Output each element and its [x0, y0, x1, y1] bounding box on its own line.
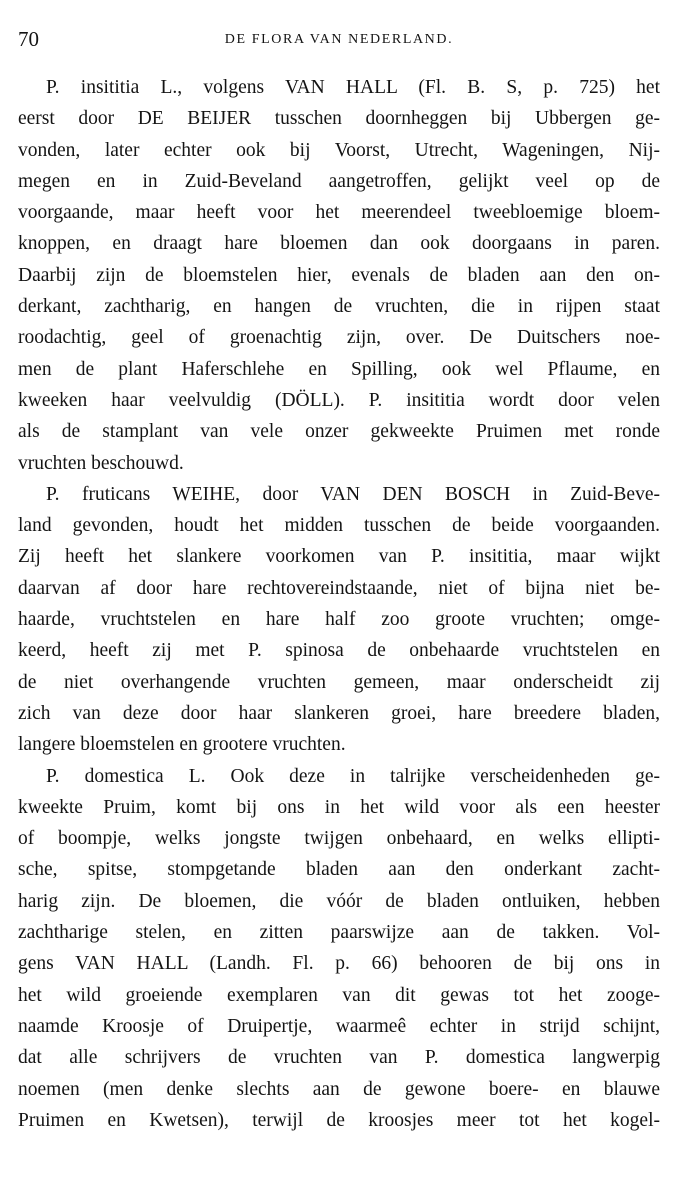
running-title: DE FLORA VAN NEDERLAND. [224, 32, 454, 47]
text-line: zachtharige stelen, en zitten paarswijze aan de takken. Vol- [18, 922, 660, 944]
text-line: Daarbij zijn de bloemstelen hier, evenals de bladen aan den on- [18, 264, 660, 286]
text-line: land gevonden, houdt het midden tusschen de beide voorgaanden. [18, 515, 660, 537]
text-line: P. fruticans WEIHE, door VAN DEN BOSCH in Zuid-Beve- [46, 483, 660, 505]
text-line: harig zijn. De bloemen, die vóór de bladen ontluiken, hebben [18, 890, 660, 912]
text-line: daarvan af door hare rechtovereindstaande, niet of bijna niet be- [18, 577, 660, 599]
text-line: dat alle schrijvers de vruchten van P. domestica langwerpig [18, 1047, 660, 1069]
text-line: P. domestica L. Ook deze in talrijke verscheidenheden ge- [46, 765, 660, 787]
text-line: gens VAN HALL (Landh. Fl. p. 66) behooren de bij ons in [18, 953, 660, 975]
text-line: naamde Kroosje of Druipertje, waarmeê echter in strijd schijnt, [18, 1015, 660, 1037]
text-line: of boompje, welks jongste twijgen onbehaard, en welks ellipti- [18, 828, 660, 850]
paragraph-fruticans [18, 479, 660, 761]
text-line: eerst door DE BEIJER tusschen doornheggen bij Ubbergen ge- [18, 108, 660, 130]
text-line: de niet overhangende vruchten gemeen, maar onderscheidt zij [18, 671, 660, 693]
text-line: roodachtig, geel of groenachtig zijn, over. De Duitschers noe- [18, 327, 660, 349]
paragraph-domestica [18, 761, 660, 1137]
text-line: als de stamplant van vele onzer gekweekte Pruimen met ronde [18, 421, 660, 443]
text-line: keerd, heeft zij met P. spinosa de onbehaarde vruchtstelen en [18, 640, 660, 662]
text-line: Zij heeft het slankere voorkomen van P. insititia, maar wijkt [18, 546, 660, 568]
text-line: zich van deze door haar slankeren groei, hare breedere bladen, [18, 702, 660, 724]
text-line: P. insititia L., volgens VAN HALL (Fl. B. S, p. 725) het [46, 77, 660, 98]
page-header [18, 24, 660, 54]
page-number: 70 [18, 27, 39, 51]
text-line: megen en in Zuid-Beveland aangetroffen, gelijkt veel op de [18, 170, 660, 192]
text-line: voorgaande, maar heeft voor het meerendeel tweebloemige bloem- [18, 202, 660, 224]
text-line: Pruimen en Kwetsen), terwijl de kroosjes meer tot het kogel- [18, 1109, 660, 1131]
text-line: kweeken haar veelvuldig (DÖLL). P. insititia wordt door velen [18, 389, 660, 411]
text-line: men de plant Haferschlehe en Spilling, ook wel Pflaume, en [18, 358, 660, 380]
text-line: knoppen, en draagt hare bloemen dan ook doorgaans in paren. [18, 233, 660, 255]
text-line: vruchten beschouwd. [18, 452, 184, 474]
text-line: het wild groeiende exemplaren van dit gewas tot het zooge- [18, 984, 660, 1006]
text-line: vonden, later echter ook bij Voorst, Utrecht, Wageningen, Nij- [18, 139, 660, 161]
text-line: derkant, zachtharig, en hangen de vruchten, die in rijpen staat [18, 296, 660, 318]
paragraph-insititia [18, 72, 660, 479]
text-line: sche, spitse, stompgetande bladen aan den onderkant zacht- [18, 859, 660, 881]
text-line: kweekte Pruim, komt bij ons in het wild voor als een heester [18, 796, 660, 818]
body-text [18, 72, 660, 1136]
text-line: haarde, vruchtstelen en hare half zoo groote vruchten; omge- [18, 609, 660, 631]
text-line: noemen (men denke slechts aan de gewone boere- en blauwe [18, 1078, 660, 1100]
text-line: langere bloemstelen en grootere vruchten. [18, 734, 346, 756]
